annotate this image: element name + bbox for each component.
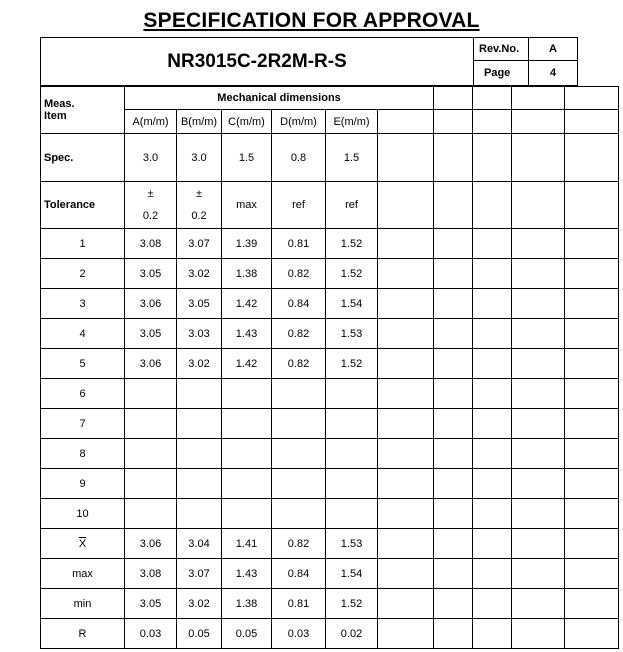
cell-value: 1.41 bbox=[222, 529, 272, 559]
empty-cell bbox=[378, 259, 434, 289]
cell-value bbox=[326, 439, 378, 469]
empty-cell bbox=[565, 379, 619, 409]
empty-cell bbox=[565, 619, 619, 649]
empty-cell bbox=[378, 319, 434, 349]
empty-cell bbox=[473, 289, 512, 319]
cell-value: 1.53 bbox=[326, 529, 378, 559]
empty-cell bbox=[434, 529, 473, 559]
empty-cell bbox=[512, 529, 565, 559]
empty-cell bbox=[512, 319, 565, 349]
empty-cell bbox=[565, 409, 619, 439]
row-label: 3 bbox=[41, 289, 125, 319]
empty-cell bbox=[434, 469, 473, 499]
cell-value: 0.05 bbox=[222, 619, 272, 649]
row-label: max bbox=[41, 559, 125, 589]
row-label: 4 bbox=[41, 319, 125, 349]
measurement-row bbox=[41, 259, 619, 289]
cell-value: 3.08 bbox=[125, 229, 177, 259]
cell-value bbox=[222, 379, 272, 409]
cell-value bbox=[125, 409, 177, 439]
cell-value: 1.38 bbox=[222, 589, 272, 619]
tolerance-label: Tolerance bbox=[41, 182, 125, 229]
empty-cell bbox=[434, 349, 473, 379]
empty-cell bbox=[565, 559, 619, 589]
empty-cell bbox=[378, 589, 434, 619]
cell-value: 3.07 bbox=[177, 559, 222, 589]
cell-value: 1.38 bbox=[222, 259, 272, 289]
cell-value: 3.06 bbox=[125, 349, 177, 379]
cell-value bbox=[222, 439, 272, 469]
measurement-row bbox=[41, 439, 619, 469]
cell-value bbox=[272, 439, 326, 469]
empty-cell bbox=[378, 289, 434, 319]
empty-cell bbox=[473, 619, 512, 649]
cell-value bbox=[272, 409, 326, 439]
cell-value: 1.39 bbox=[222, 229, 272, 259]
tolerance-value: ref bbox=[272, 182, 326, 229]
spec-value: 3.0 bbox=[125, 134, 177, 182]
row-label: 10 bbox=[41, 499, 125, 529]
empty-cell bbox=[512, 259, 565, 289]
tolerance-value: ref bbox=[326, 182, 378, 229]
empty-cell bbox=[512, 379, 565, 409]
empty-cell bbox=[565, 349, 619, 379]
cell-value: 3.04 bbox=[177, 529, 222, 559]
page-value: 4 bbox=[528, 61, 577, 85]
empty-cell bbox=[434, 319, 473, 349]
cell-value bbox=[272, 379, 326, 409]
empty-cell bbox=[512, 589, 565, 619]
empty-cell bbox=[434, 409, 473, 439]
cell-value: 0.05 bbox=[177, 619, 222, 649]
row-label: R bbox=[41, 619, 125, 649]
empty-cell bbox=[565, 589, 619, 619]
row-label: 2 bbox=[41, 259, 125, 289]
empty-cell bbox=[434, 589, 473, 619]
part-number: NR3015C-2R2M-R-S bbox=[167, 50, 347, 72]
cell-value: 1.53 bbox=[326, 319, 378, 349]
meas-item-header: Meas. Item bbox=[41, 87, 125, 134]
empty-cell bbox=[512, 559, 565, 589]
empty-cell bbox=[378, 349, 434, 379]
empty-cell bbox=[473, 589, 512, 619]
empty-cell bbox=[378, 469, 434, 499]
empty-cell bbox=[473, 319, 512, 349]
empty-cell bbox=[565, 289, 619, 319]
empty-cell bbox=[473, 529, 512, 559]
cell-value bbox=[272, 499, 326, 529]
row-label: $\overline{X}$ bbox=[41, 529, 125, 559]
cell-value bbox=[177, 379, 222, 409]
empty-cell bbox=[473, 349, 512, 379]
tolerance-value: ± 0.2 bbox=[125, 182, 177, 229]
statistics-row bbox=[41, 529, 619, 559]
cell-value bbox=[222, 499, 272, 529]
empty-cell bbox=[434, 619, 473, 649]
cell-value: 0.03 bbox=[125, 619, 177, 649]
column-header: A(m/m) bbox=[125, 110, 177, 134]
cell-value: 1.42 bbox=[222, 349, 272, 379]
rev-label: Rev.No. bbox=[473, 38, 528, 61]
measurement-row bbox=[41, 499, 619, 529]
cell-value: 0.81 bbox=[272, 589, 326, 619]
cell-value: 1.52 bbox=[326, 259, 378, 289]
empty-cell bbox=[512, 469, 565, 499]
measurement-row bbox=[41, 409, 619, 439]
column-header: E(m/m) bbox=[326, 110, 378, 134]
cell-value bbox=[272, 469, 326, 499]
cell-value bbox=[177, 439, 222, 469]
row-label: 5 bbox=[41, 349, 125, 379]
measurement-row bbox=[41, 469, 619, 499]
cell-value: 3.05 bbox=[125, 319, 177, 349]
spec-value: 3.0 bbox=[177, 134, 222, 182]
cell-value: 3.05 bbox=[177, 289, 222, 319]
spec-value: 0.8 bbox=[272, 134, 326, 182]
cell-value: 1.54 bbox=[326, 559, 378, 589]
cell-value: 1.42 bbox=[222, 289, 272, 319]
cell-value: 3.07 bbox=[177, 229, 222, 259]
cell-value bbox=[326, 469, 378, 499]
document-title: SPECIFICATION FOR APPROVAL bbox=[143, 9, 480, 32]
cell-value bbox=[125, 379, 177, 409]
row-label: 6 bbox=[41, 379, 125, 409]
cell-value: 1.54 bbox=[326, 289, 378, 319]
column-header: B(m/m) bbox=[177, 110, 222, 134]
row-label: 1 bbox=[41, 229, 125, 259]
cell-value bbox=[326, 379, 378, 409]
empty-cell bbox=[434, 229, 473, 259]
empty-cell bbox=[378, 439, 434, 469]
empty-cell bbox=[378, 379, 434, 409]
cell-value bbox=[177, 409, 222, 439]
empty-cell bbox=[565, 499, 619, 529]
spec-label: Spec. bbox=[41, 134, 125, 182]
cell-value: 3.02 bbox=[177, 259, 222, 289]
empty-cell bbox=[565, 439, 619, 469]
column-header: C(m/m) bbox=[222, 110, 272, 134]
empty-cell bbox=[565, 319, 619, 349]
cell-value: 3.06 bbox=[125, 529, 177, 559]
cell-value: 3.08 bbox=[125, 559, 177, 589]
column-header: D(m/m) bbox=[272, 110, 326, 134]
empty-cell bbox=[473, 409, 512, 439]
cell-value bbox=[177, 499, 222, 529]
empty-cell bbox=[512, 349, 565, 379]
cell-value bbox=[125, 439, 177, 469]
cell-value bbox=[222, 409, 272, 439]
empty-cell bbox=[378, 409, 434, 439]
empty-cell bbox=[378, 559, 434, 589]
statistics-row bbox=[41, 589, 619, 619]
row-label: 7 bbox=[41, 409, 125, 439]
cell-value bbox=[125, 499, 177, 529]
empty-cell bbox=[473, 469, 512, 499]
cell-value: 0.02 bbox=[326, 619, 378, 649]
cell-value: 1.43 bbox=[222, 559, 272, 589]
empty-cell bbox=[565, 529, 619, 559]
cell-value bbox=[177, 469, 222, 499]
cell-value bbox=[125, 469, 177, 499]
empty-cell bbox=[565, 229, 619, 259]
cell-value: 3.02 bbox=[177, 589, 222, 619]
cell-value: 0.82 bbox=[272, 529, 326, 559]
row-label: 8 bbox=[41, 439, 125, 469]
cell-value: 1.52 bbox=[326, 589, 378, 619]
empty-cell bbox=[512, 409, 565, 439]
cell-value: 0.03 bbox=[272, 619, 326, 649]
empty-cell bbox=[434, 559, 473, 589]
empty-cell bbox=[378, 619, 434, 649]
empty-cell bbox=[378, 499, 434, 529]
cell-value: 0.84 bbox=[272, 289, 326, 319]
empty-cell bbox=[473, 499, 512, 529]
statistics-row bbox=[41, 559, 619, 589]
empty-cell bbox=[512, 499, 565, 529]
tolerance-value: ± 0.2 bbox=[177, 182, 222, 229]
empty-cell bbox=[512, 289, 565, 319]
empty-cell bbox=[512, 619, 565, 649]
cell-value: 3.03 bbox=[177, 319, 222, 349]
empty-cell bbox=[473, 439, 512, 469]
empty-cell bbox=[378, 229, 434, 259]
statistics-row bbox=[41, 619, 619, 649]
empty-cell bbox=[565, 259, 619, 289]
cell-value: 0.82 bbox=[272, 319, 326, 349]
measurement-table bbox=[40, 86, 619, 649]
cell-value: 0.82 bbox=[272, 259, 326, 289]
cell-value: 1.43 bbox=[222, 319, 272, 349]
cell-value: 3.05 bbox=[125, 259, 177, 289]
cell-value: 3.02 bbox=[177, 349, 222, 379]
cell-value bbox=[326, 499, 378, 529]
tolerance-value: max bbox=[222, 182, 272, 229]
measurement-row bbox=[41, 229, 619, 259]
empty-cell bbox=[434, 289, 473, 319]
row-label: 9 bbox=[41, 469, 125, 499]
empty-cell bbox=[473, 559, 512, 589]
empty-cell bbox=[473, 379, 512, 409]
empty-cell bbox=[473, 229, 512, 259]
empty-cell bbox=[434, 439, 473, 469]
measurement-row bbox=[41, 319, 619, 349]
empty-cell bbox=[512, 439, 565, 469]
empty-cell bbox=[434, 499, 473, 529]
measurement-row bbox=[41, 289, 619, 319]
cell-value: 0.84 bbox=[272, 559, 326, 589]
cell-value: 0.82 bbox=[272, 349, 326, 379]
cell-value bbox=[222, 469, 272, 499]
empty-cell bbox=[473, 259, 512, 289]
spec-value: 1.5 bbox=[222, 134, 272, 182]
rev-value: A bbox=[528, 38, 577, 61]
cell-value bbox=[326, 409, 378, 439]
cell-value: 3.06 bbox=[125, 289, 177, 319]
cell-value: 0.81 bbox=[272, 229, 326, 259]
row-label: min bbox=[41, 589, 125, 619]
cell-value: 1.52 bbox=[326, 349, 378, 379]
empty-cell bbox=[434, 379, 473, 409]
header-box bbox=[40, 37, 578, 86]
page-label: Page bbox=[473, 61, 528, 85]
empty-cell bbox=[434, 259, 473, 289]
measurement-row bbox=[41, 379, 619, 409]
spec-value: 1.5 bbox=[326, 134, 378, 182]
empty-cell bbox=[565, 469, 619, 499]
cell-value: 1.52 bbox=[326, 229, 378, 259]
empty-cell bbox=[512, 229, 565, 259]
measurement-row bbox=[41, 349, 619, 379]
empty-cell bbox=[378, 529, 434, 559]
cell-value: 3.05 bbox=[125, 589, 177, 619]
mechanical-dimensions-header: Mechanical dimensions bbox=[125, 87, 434, 110]
